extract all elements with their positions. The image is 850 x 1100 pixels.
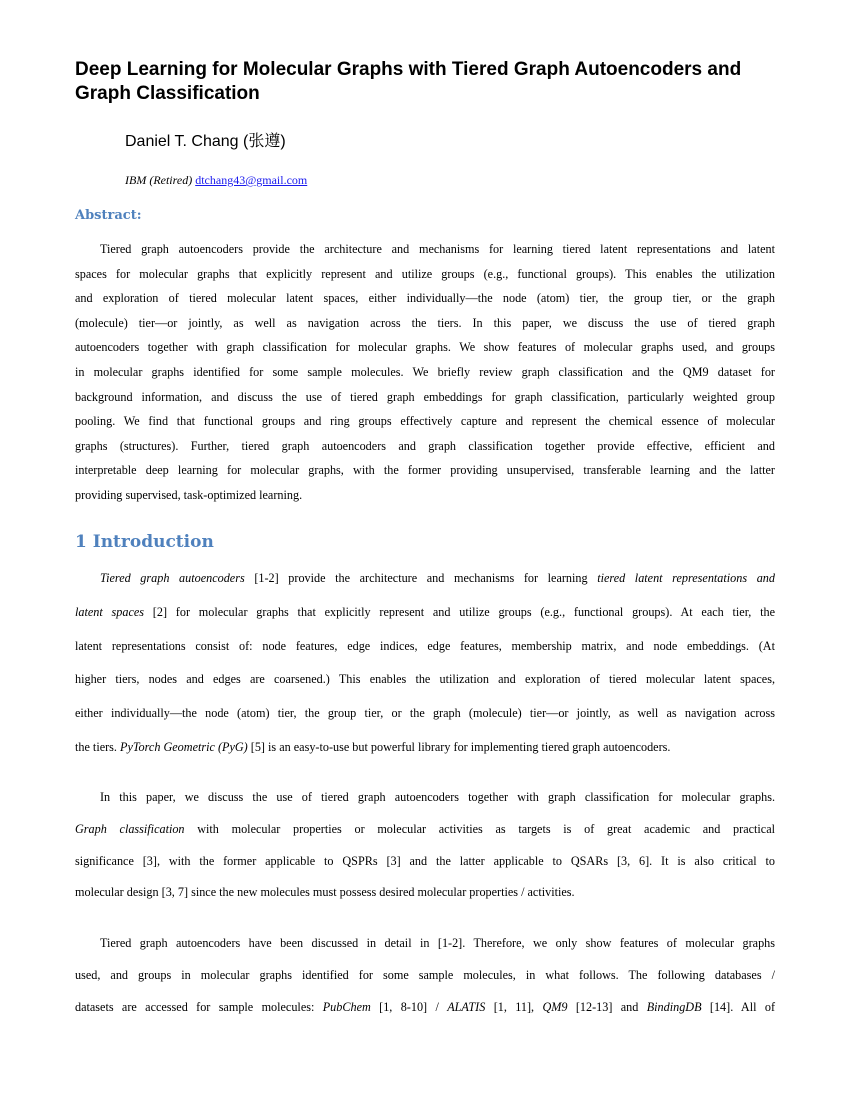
italic-term: PyTorch Geometric (PyG) bbox=[120, 739, 248, 754]
italic-term: Tiered graph autoencoders bbox=[100, 571, 245, 585]
abstract-line: graphs (structures). Further, tiered graph autoencoders and graph classification together provide effective, efficient and bbox=[75, 438, 775, 453]
introduction-paragraph-1-line bbox=[75, 605, 775, 639]
italic-term: latent spaces bbox=[75, 604, 145, 619]
introduction-paragraph-2 bbox=[75, 790, 775, 917]
abstract-line: pooling. We find that functional groups and ring groups effectively capture and represent the chemical essence of molecular bbox=[75, 414, 775, 429]
author-name: Daniel T. Chang (张遵) bbox=[125, 133, 286, 150]
text-run: [1-2] provide the architecture and mechanisms for learning bbox=[244, 571, 598, 585]
introduction-paragraph-3 bbox=[75, 936, 775, 1032]
introduction-paragraph-1 bbox=[75, 571, 775, 774]
italic-term: QM9 bbox=[542, 1000, 568, 1014]
introduction-paragraph-1-line bbox=[75, 740, 775, 774]
abstract-line: (molecule) tier—or jointly, as well as navigation across the tiers. In this paper, we discuss the use of tiered graph bbox=[75, 315, 775, 330]
italic-term: tiered latent representations and bbox=[597, 571, 775, 585]
author-email-link[interactable]: dtchang43@gmail.com bbox=[195, 173, 308, 187]
text-run: [5] is an easy-to-use but powerful library for implementing tiered graph autoencoders. bbox=[247, 739, 671, 754]
text-run: [14]. All of bbox=[701, 1000, 775, 1014]
text-run: the tiers. bbox=[75, 739, 121, 754]
abstract-body bbox=[75, 242, 775, 513]
abstract-line: providing supervised, task-optimized learning. bbox=[75, 487, 303, 502]
text-run: higher tiers, nodes and edges are coarsened.) This enables the utilization and exploration of tiered molecular latent spaces, bbox=[75, 672, 775, 687]
introduction-paragraph-1-line bbox=[75, 672, 775, 706]
italic-term: BindingDB bbox=[646, 1000, 702, 1014]
introduction-paragraph-1-line bbox=[75, 706, 775, 740]
introduction-paragraph-1-line bbox=[75, 571, 775, 605]
italic-term: Graph classification bbox=[75, 821, 185, 836]
text-run: datasets are accessed for sample molecules: bbox=[75, 1000, 323, 1014]
abstract-line: in molecular graphs identified for some sample molecules. We briefly review graph classification and the QM9 dataset for bbox=[75, 364, 775, 379]
text-run: Tiered graph autoencoders have been discussed in detail in [1-2]. Therefore, we only show features of molecular graphs bbox=[100, 936, 775, 950]
introduction-paragraph-2-line bbox=[75, 854, 775, 886]
abstract-line: and exploration of tiered molecular latent spaces, either individually—the node (atom) tier, the group tier, or the graph bbox=[75, 291, 775, 306]
introduction-paragraph-3-line bbox=[75, 968, 775, 1000]
introduction-paragraph-2-line bbox=[75, 790, 775, 822]
introduction-paragraph-3-line bbox=[75, 936, 775, 968]
text-run: [1, 11], bbox=[485, 1000, 543, 1014]
abstract-line: spaces for molecular graphs that explicitly represent and utilize groups (e.g., functional groups). This enables the utilization bbox=[75, 266, 775, 281]
introduction-paragraph-3-line bbox=[75, 1000, 775, 1032]
text-run: In this paper, we discuss the use of tiered graph autoencoders together with graph classification for molecular graphs. bbox=[100, 790, 775, 804]
introduction-paragraph-2-line bbox=[75, 822, 775, 854]
author-affiliation bbox=[125, 173, 307, 188]
italic-term: PubChem bbox=[322, 1000, 371, 1014]
abstract-line: interpretable deep learning for molecular graphs, with the former providing unsupervised, transferable learning and the latter bbox=[75, 463, 775, 478]
italic-term: ALATIS bbox=[447, 1000, 486, 1014]
text-run: [2] for molecular graphs that explicitly represent and utilize groups (e.g., functional groups). At each tier, the bbox=[144, 604, 775, 619]
text-run: molecular design [3, 7] since the new molecules must possess desired molecular properties / activities. bbox=[75, 885, 575, 900]
text-run: [12-13] and bbox=[567, 1000, 647, 1014]
abstract-line: Tiered graph autoencoders provide the architecture and mechanisms for learning tiered latent representations and latent bbox=[100, 242, 775, 256]
text-run: either individually—the node (atom) tier, the group tier, or the graph (molecule) tier—or jointly, as well as navigation across bbox=[75, 706, 775, 721]
abstract-line: autoencoders together with graph classification for molecular graphs. We show features of molecular graphs used, and groups bbox=[75, 340, 775, 355]
text-run: significance [3], with the former applicable to QSPRs [3] and the latter applicable to QSARs [3, 6]. It is also critical to bbox=[75, 853, 775, 868]
abstract-line: background information, and discuss the use of tiered graph embeddings for graph classification, particularly weighted group bbox=[75, 389, 775, 404]
introduction-heading: 1 Introduction bbox=[75, 532, 214, 552]
text-run: [1, 8-10] / bbox=[370, 1000, 448, 1014]
text-run: latent representations consist of: node features, edge indices, edge features, membership matrix, and node embeddings. (At bbox=[75, 638, 775, 653]
abstract-heading: Abstract: bbox=[75, 208, 142, 223]
paper-title: Deep Learning for Molecular Graphs with Tiered Graph Autoencoders and Graph Classification bbox=[75, 59, 742, 104]
introduction-paragraph-1-line bbox=[75, 639, 775, 673]
text-run: with molecular properties or molecular activities as targets is of great academic and practical bbox=[184, 821, 775, 836]
text-run: used, and groups in molecular graphs identified for some sample molecules, in what follows. The following databases / bbox=[75, 968, 775, 982]
introduction-paragraph-2-line bbox=[75, 885, 775, 917]
affiliation-institution: IBM (Retired) bbox=[125, 173, 193, 187]
